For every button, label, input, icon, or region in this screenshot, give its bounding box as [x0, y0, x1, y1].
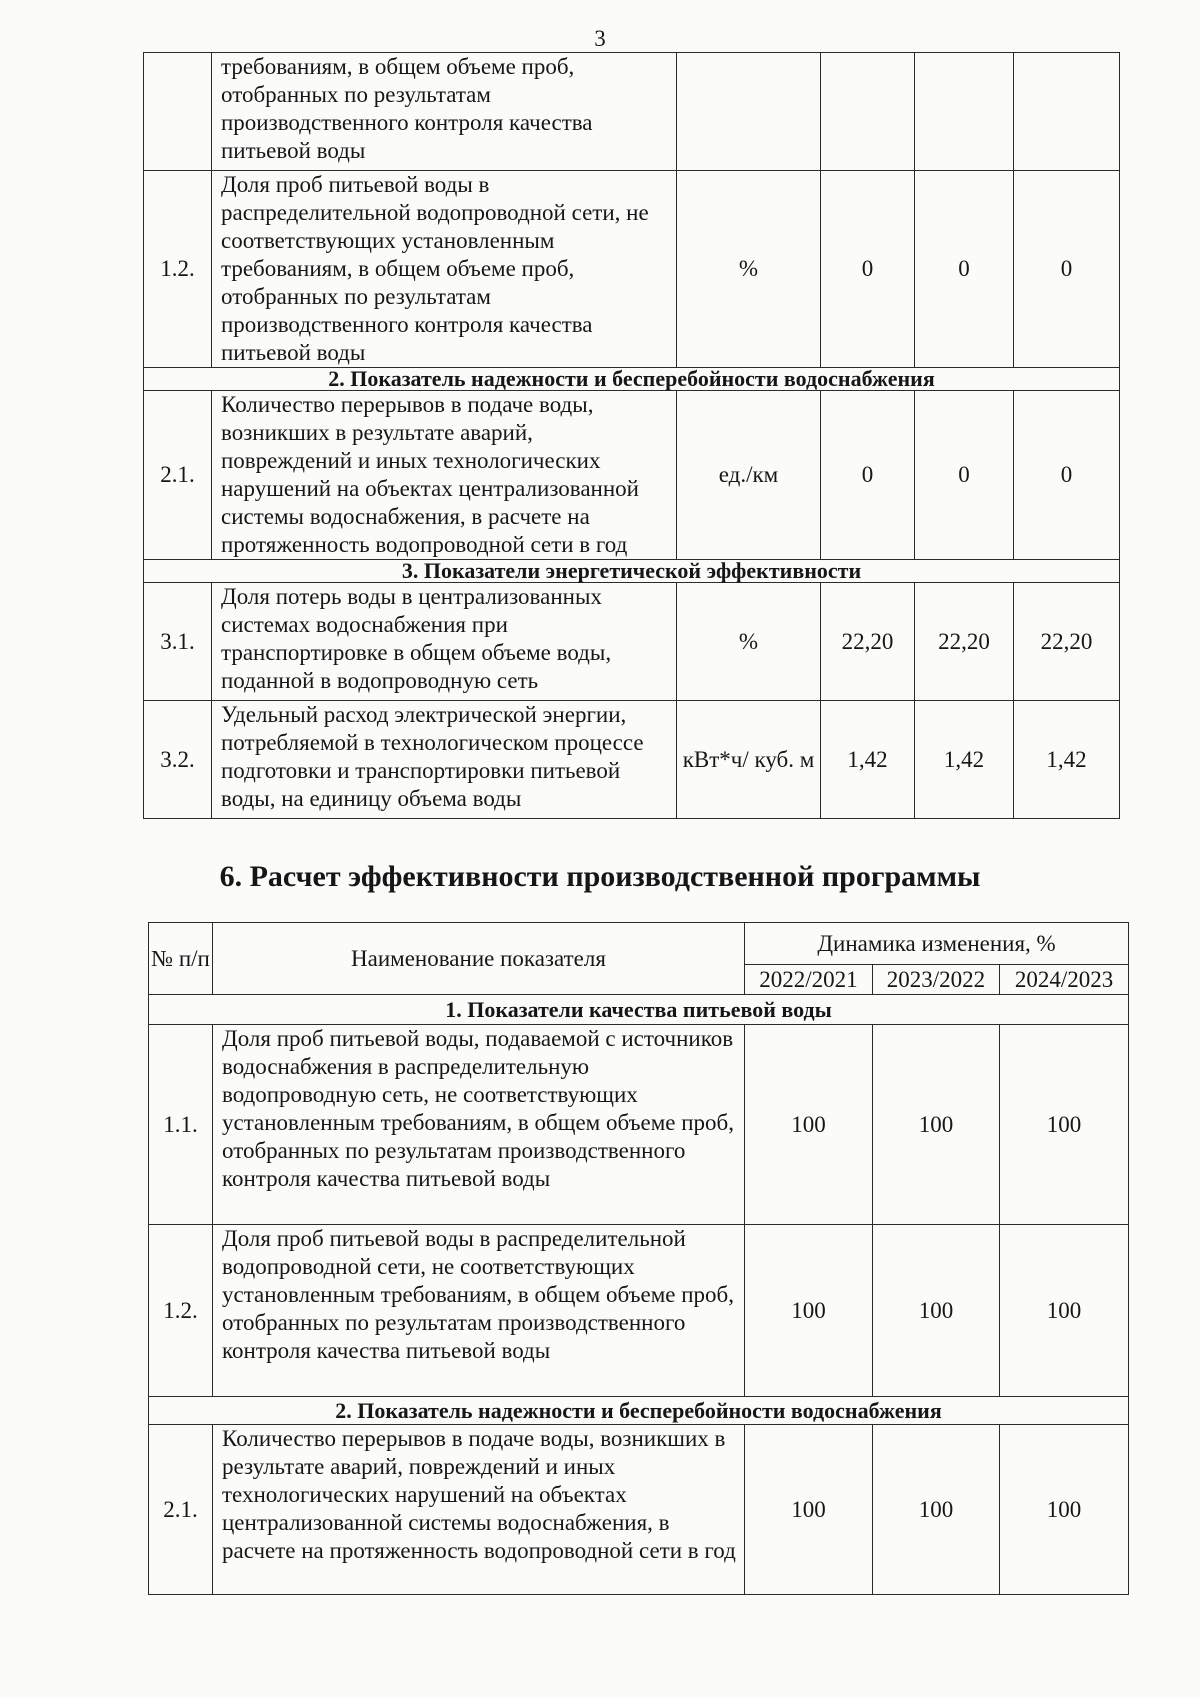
efficiency-table	[148, 922, 1129, 1595]
value-cell: 0	[915, 171, 1014, 368]
row-number: 1.1.	[149, 1025, 213, 1225]
unit-cell	[677, 53, 821, 171]
table-row	[144, 583, 1120, 701]
header-year: 2022/2021	[745, 965, 873, 995]
section-row	[144, 560, 1120, 583]
value-cell: 22,20	[915, 583, 1014, 701]
table-row	[144, 391, 1120, 560]
value-cell: 0	[915, 391, 1014, 560]
value-cell: 0	[1014, 391, 1120, 560]
table-row	[149, 1425, 1129, 1595]
table-row	[149, 1225, 1129, 1397]
value-cell: 22,20	[821, 583, 915, 701]
section-row	[149, 995, 1129, 1025]
indicator-name: Удельный расход электрической энергии, потребляемой в технологическом процессе подготовки и транспортировки питьевой воды, на единицу объема воды	[212, 701, 677, 819]
table-row	[144, 53, 1120, 171]
value-cell	[1014, 53, 1120, 171]
unit-cell: кВт*ч/ куб. м	[677, 701, 821, 819]
section-row	[149, 1397, 1129, 1425]
unit-cell: %	[677, 583, 821, 701]
value-cell: 0	[1014, 171, 1120, 368]
row-number: 1.2.	[144, 171, 212, 368]
header-year: 2024/2023	[1000, 965, 1129, 995]
row-number: 2.1.	[144, 391, 212, 560]
value-cell: 100	[745, 1425, 873, 1595]
section-heading: 1. Показатели качества питьевой воды	[149, 995, 1129, 1025]
value-cell: 100	[1000, 1425, 1129, 1595]
value-cell	[821, 53, 915, 171]
value-cell: 100	[873, 1425, 1000, 1595]
value-cell: 100	[745, 1025, 873, 1225]
value-cell: 22,20	[1014, 583, 1120, 701]
section-heading: 2. Показатель надежности и бесперебойности водоснабжения	[149, 1397, 1129, 1425]
unit-cell: %	[677, 171, 821, 368]
section-heading: 2. Показатель надежности и бесперебойности водоснабжения	[144, 368, 1120, 391]
table-row	[144, 701, 1120, 819]
header-row	[149, 923, 1129, 965]
header-year: 2023/2022	[873, 965, 1000, 995]
indicator-name: Количество перерывов в подаче воды, возникших в результате аварий, повреждений и иных технологических нарушений на объектах централизованной системы водоснабжения, в расчете на протяженность водопроводной сети в год	[213, 1425, 745, 1595]
header-dynamics: Динамика изменения, %	[745, 923, 1129, 965]
value-cell: 0	[821, 391, 915, 560]
value-cell: 100	[1000, 1225, 1129, 1397]
unit-cell: ед./км	[677, 391, 821, 560]
indicator-name: Количество перерывов в подаче воды, возникших в результате аварий, повреждений и иных технологических нарушений на объектах централизованной системы водоснабжения, в расчете на протяженность водопроводной сети в год	[212, 391, 677, 560]
value-cell: 100	[1000, 1025, 1129, 1225]
indicator-name: требованиям, в общем объеме проб, отобранных по результатам производственного контроля качества питьевой воды	[212, 53, 677, 171]
row-number: 1.2.	[149, 1225, 213, 1397]
header-name: Наименование показателя	[213, 923, 745, 995]
indicator-name: Доля потерь воды в централизованных системах водоснабжения при транспортировке в общем объеме воды, поданной в водопроводную сеть	[212, 583, 677, 701]
section-row	[144, 368, 1120, 391]
header-number: № п/п	[149, 923, 213, 995]
row-number: 2.1.	[149, 1425, 213, 1595]
row-number: 3.2.	[144, 701, 212, 819]
table-row	[149, 1025, 1129, 1225]
value-cell: 1,42	[1014, 701, 1120, 819]
table-row	[144, 171, 1120, 368]
value-cell: 0	[821, 171, 915, 368]
value-cell: 100	[745, 1225, 873, 1397]
section-heading: 3. Показатели энергетической эффективности	[144, 560, 1120, 583]
page-number: 3	[594, 26, 606, 51]
row-number: 3.1.	[144, 583, 212, 701]
value-cell: 1,42	[821, 701, 915, 819]
indicator-name: Доля проб питьевой воды в распределительной водопроводной сети, не соответствующих установленным требованиям, в общем объеме проб, отобранных по результатам производственного контроля качества питьевой воды	[213, 1225, 745, 1397]
indicator-name: Доля проб питьевой воды в распределительной водопроводной сети, не соответствующих установленным требованиям, в общем объеме проб, отобранных по результатам производственного контроля качества питьевой воды	[212, 171, 677, 368]
value-cell: 100	[873, 1225, 1000, 1397]
indicator-name: Доля проб питьевой воды, подаваемой с источников водоснабжения в распределительную водопроводную сеть, не соответствующих установленным требованиям, в общем объеме проб, отобранных по результатам производственного контроля качества питьевой воды	[213, 1025, 745, 1225]
section-title: 6. Расчет эффективности производственной программы	[219, 860, 981, 893]
row-number	[144, 53, 212, 171]
value-cell	[915, 53, 1014, 171]
indicators-table	[143, 52, 1120, 819]
value-cell: 100	[873, 1025, 1000, 1225]
value-cell: 1,42	[915, 701, 1014, 819]
